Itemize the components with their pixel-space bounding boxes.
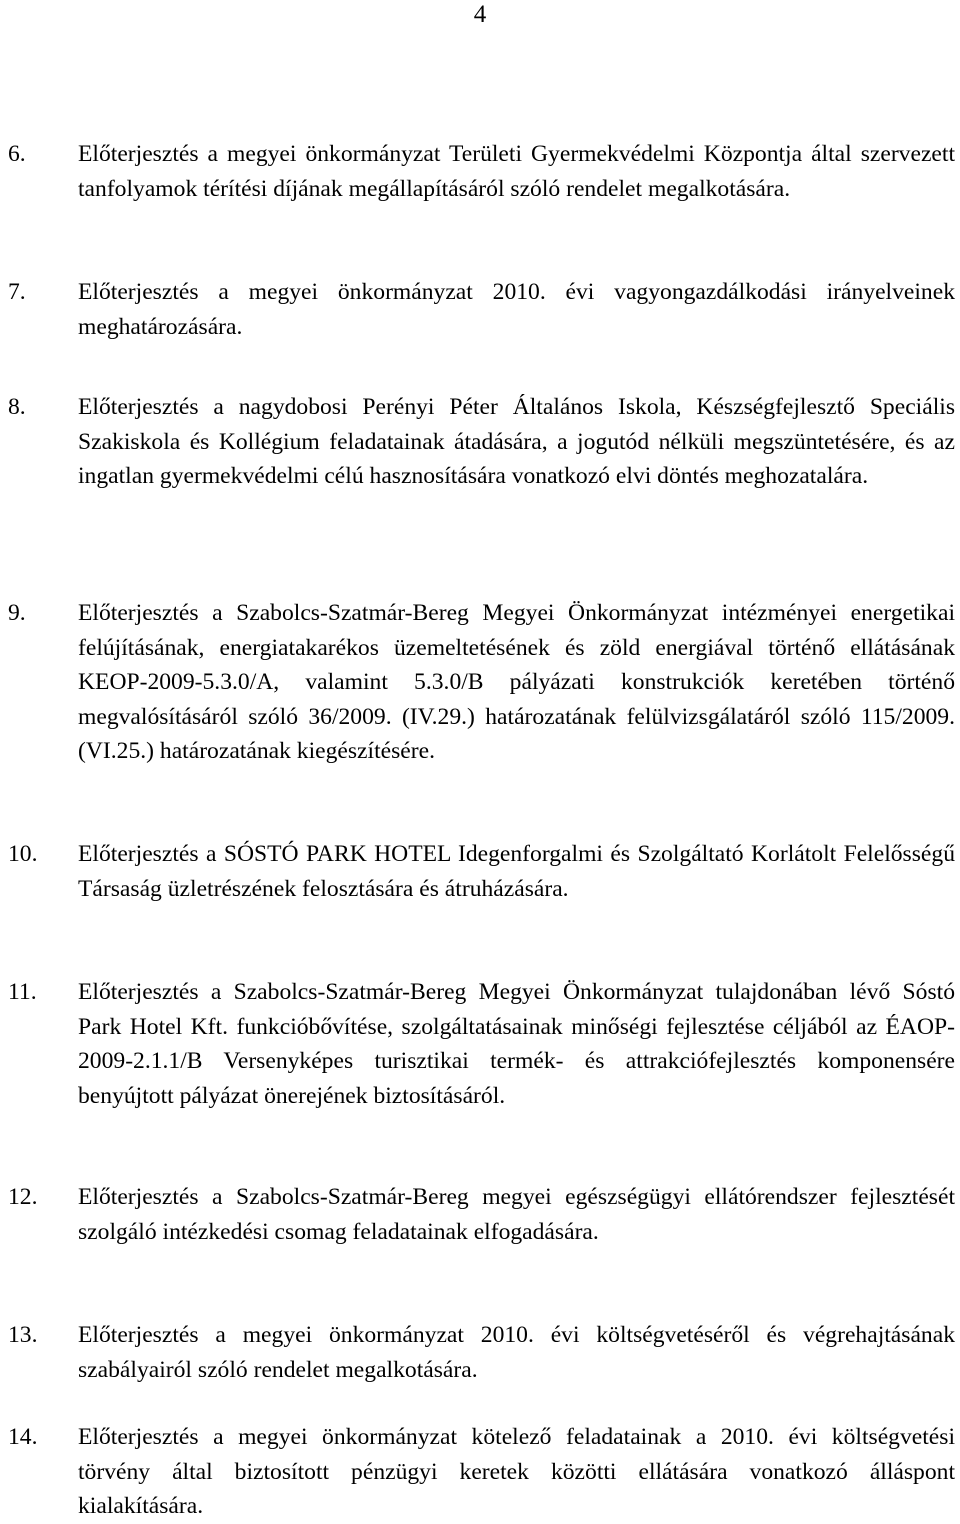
- item-text: Előterjesztés a nagydobosi Perényi Péter Általános Iskola, Készségfejlesztő Speciális Szakiskola és Kollégium feladatainak átadására, a jogutód nélküli megszüntetésére, és az ingatlan gyermekvédelmi célú hasznosítására vonatkozó elvi döntés meghozatalára.: [78, 394, 955, 490]
- item-text: Előterjesztés a megyei önkormányzat 2010. évi költségvetéséről és végrehajtásának szabályairól szóló rendelet megalkotására.: [78, 1322, 955, 1383]
- item-number: 13.: [8, 1322, 38, 1348]
- item-number: 6.: [8, 141, 26, 167]
- item-text: Előterjesztés a megyei önkormányzat kötelező feladatainak a 2010. évi költségvetési törvény által biztosított pénzügyi keretek közötti ellátására vonatkozó álláspont kialakítására.: [78, 1424, 955, 1520]
- agenda-item-7: [8, 275, 956, 344]
- agenda-item-8: [8, 390, 956, 494]
- item-text: Előterjesztés a Szabolcs-Szatmár-Bereg Megyei Önkormányzat tulajdonában lévő Sóstó Park Hotel Kft. funkcióbővítése, szolgáltatásainak minőségi fejlesztése céljából az ÉAOP-2009-2.1.1/B Versenyképes turisztikai termék- és attrakciófejlesztés komponensére benyújtott pályázat önerejének biztosításáról.: [78, 979, 955, 1109]
- agenda-item-10: [8, 837, 956, 906]
- item-number: 8.: [8, 394, 26, 420]
- agenda-item-9: [8, 596, 956, 769]
- agenda-item-11: [8, 975, 956, 1113]
- item-text: Előterjesztés a Szabolcs-Szatmár-Bereg Megyei Önkormányzat intézményei energetikai felújításának, energiatakarékos üzemeltetésének és zöld energiával történő ellátásának KEOP-2009-5.3.0/A, valamint 5.3.0/B pályázati konstrukciók keretében történő megvalósításáról szóló 36/2009. (IV.29.) határozatának felülvizsgálatáról szóló 115/2009. (VI.25.) határozatának kiegészítésére.: [78, 600, 955, 765]
- agenda-item-14: [8, 1420, 956, 1524]
- agenda-item-13: [8, 1318, 956, 1387]
- agenda-item-6: [8, 137, 956, 206]
- item-text: Előterjesztés a Szabolcs-Szatmár-Bereg megyei egészségügyi ellátórendszer fejlesztését szolgáló intézkedési csomag feladatainak elfogadására.: [78, 1184, 955, 1245]
- item-number: 12.: [8, 1184, 38, 1210]
- item-number: 7.: [8, 279, 26, 305]
- item-number: 9.: [8, 600, 26, 626]
- page-number: 4: [473, 1, 487, 28]
- item-number: 14.: [8, 1424, 38, 1450]
- item-text: Előterjesztés a SÓSTÓ PARK HOTEL Idegenforgalmi és Szolgáltató Korlátolt Felelősségű Társaság üzletrészének felosztására és átruházására.: [78, 841, 955, 902]
- item-text: Előterjesztés a megyei önkormányzat Területi Gyermekvédelmi Központja által szervezett tanfolyamok térítési díjának megállapításáról szóló rendelet megalkotására.: [78, 141, 955, 202]
- agenda-item-12: [8, 1180, 956, 1249]
- item-number: 10.: [8, 841, 38, 867]
- item-text: Előterjesztés a megyei önkormányzat 2010. évi vagyongazdálkodási irányelveinek meghatározására.: [78, 279, 955, 340]
- item-number: 11.: [8, 979, 37, 1005]
